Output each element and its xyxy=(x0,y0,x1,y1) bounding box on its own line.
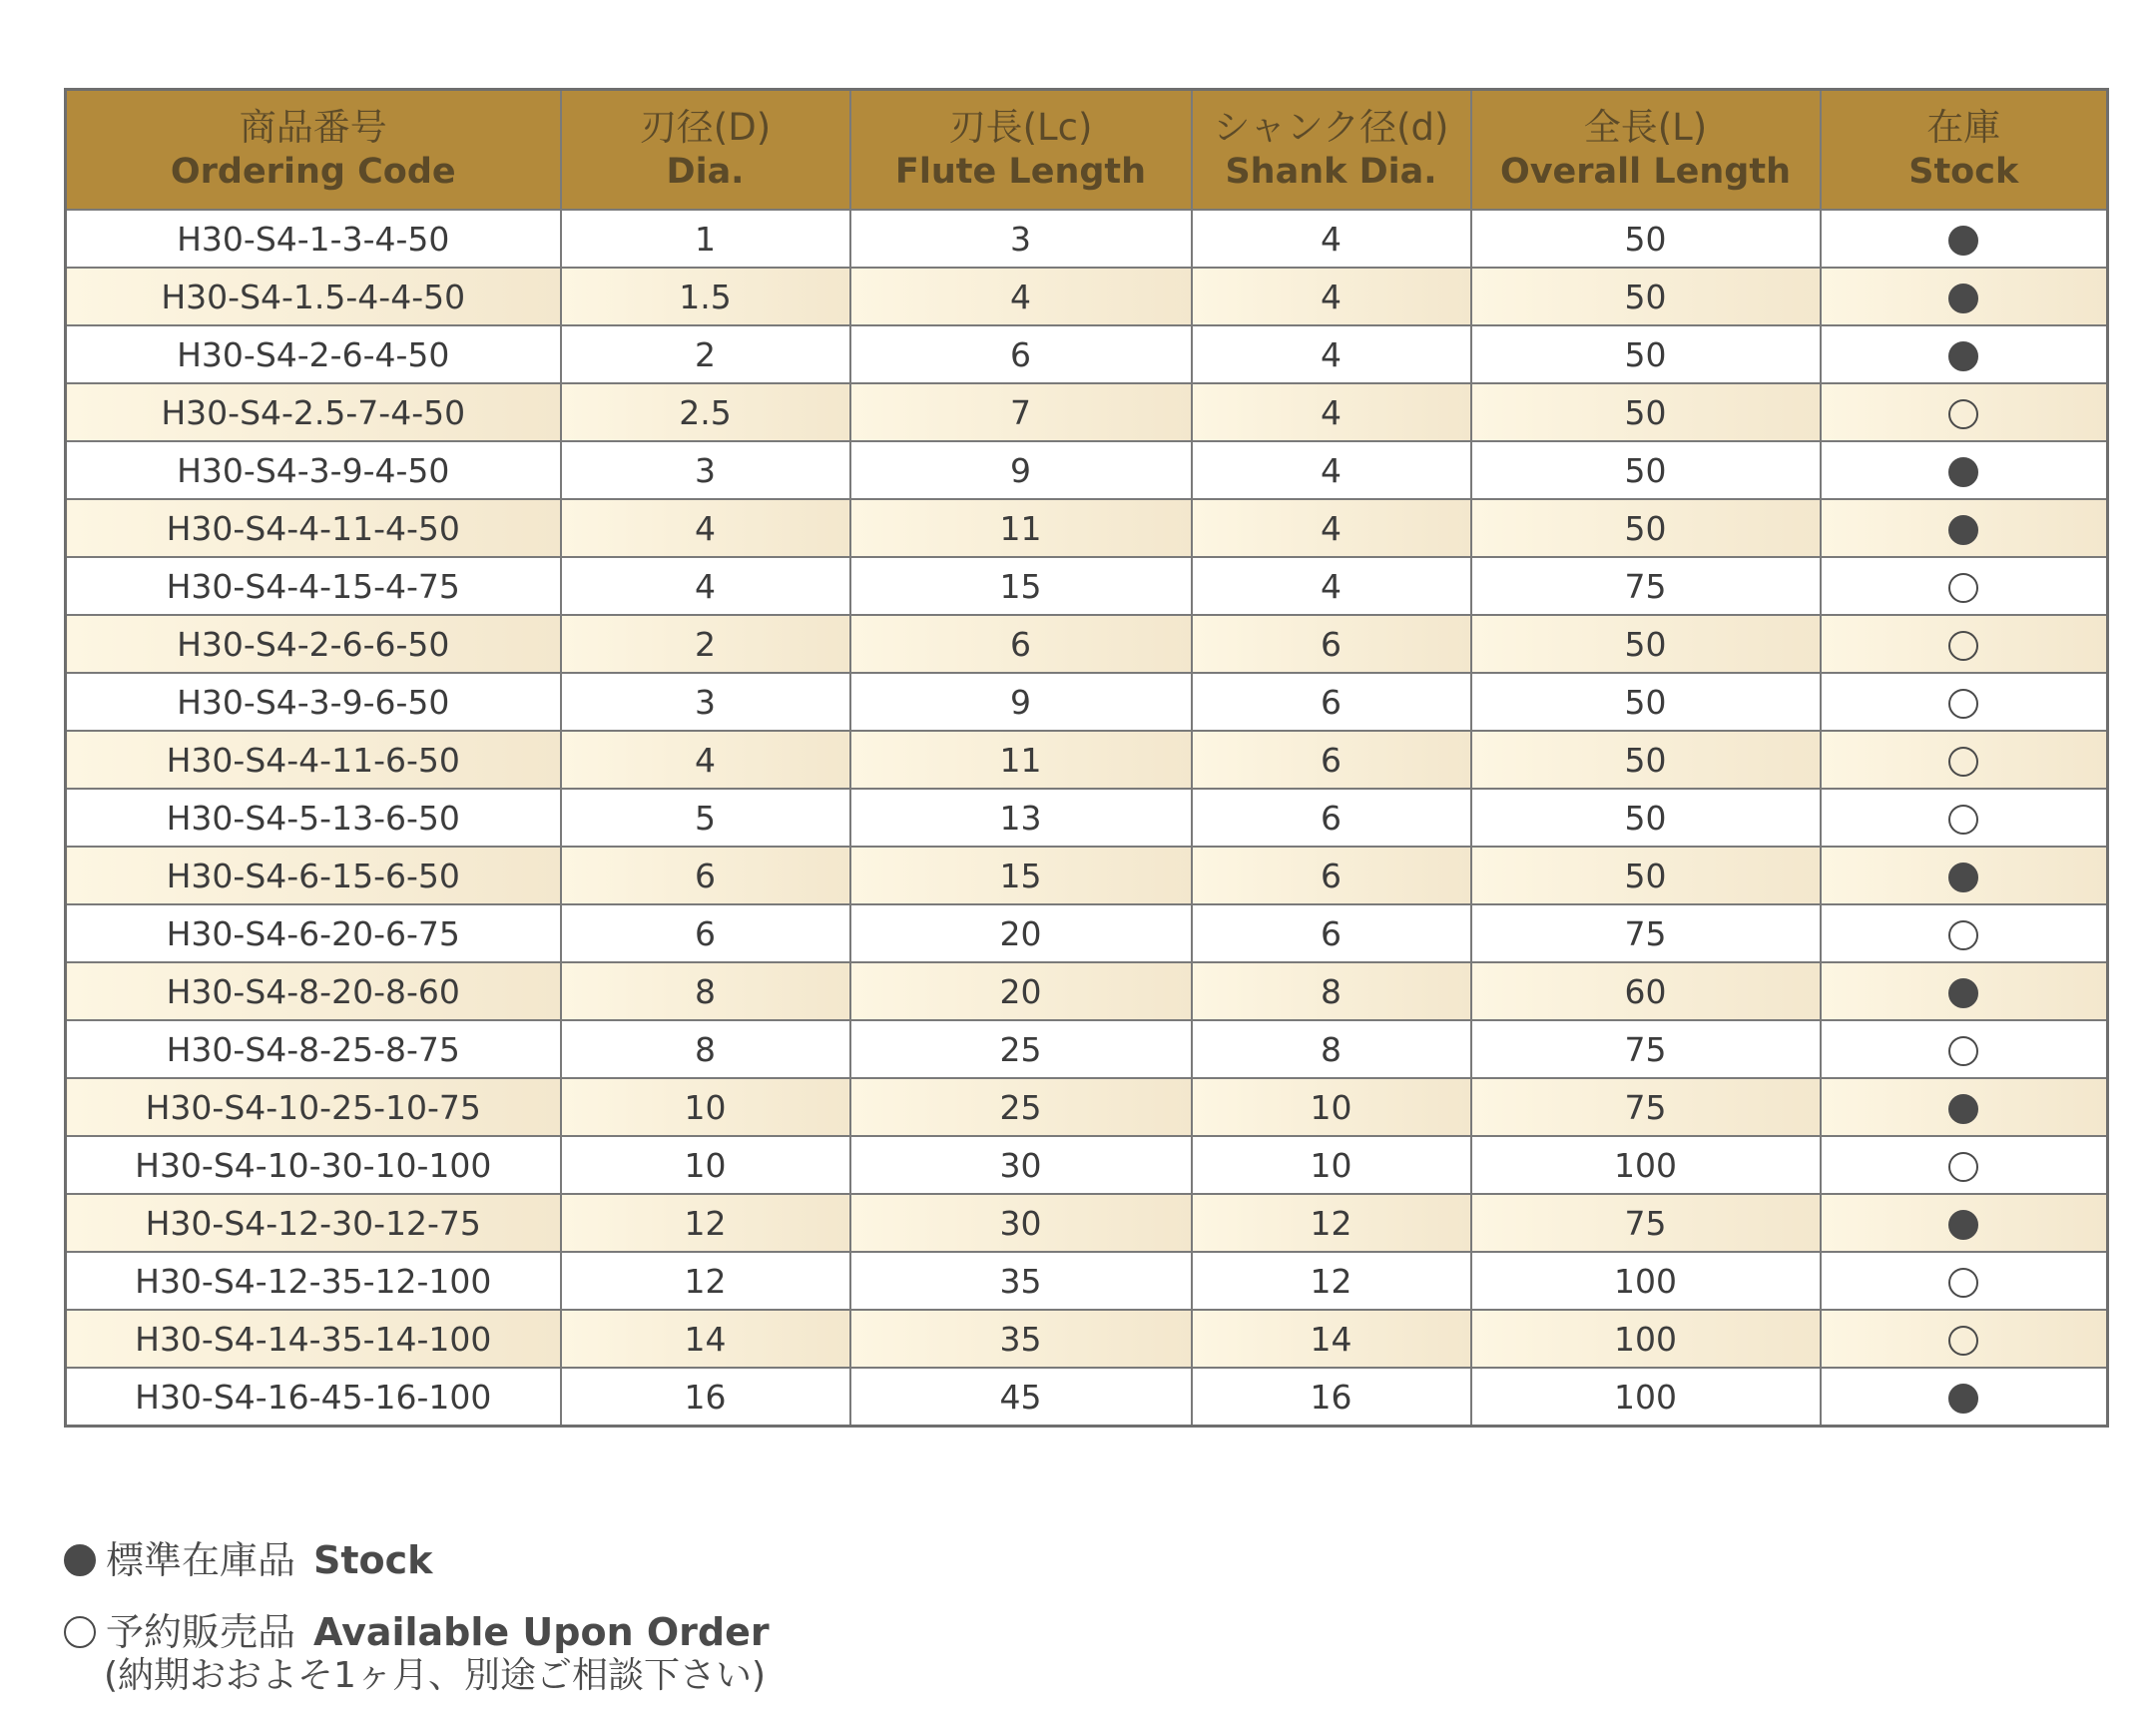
legend-stock-jp: 標準在庫品 xyxy=(106,1538,296,1582)
ordering-code-cell: H30-S4-16-45-16-100 xyxy=(66,1368,561,1427)
shank-dia-cell: 6 xyxy=(1192,615,1471,673)
column-header xyxy=(1471,90,1821,211)
shank-dia-cell: 4 xyxy=(1192,499,1471,557)
overall-length-cell: 60 xyxy=(1471,962,1821,1020)
overall-length-cell: 75 xyxy=(1471,557,1821,615)
ordering-code-cell: H30-S4-2.5-7-4-50 xyxy=(66,383,561,441)
overall-length-cell: 50 xyxy=(1471,673,1821,731)
flute-length-cell: 11 xyxy=(850,731,1192,789)
shank-dia-cell: 8 xyxy=(1192,962,1471,1020)
stock-cell xyxy=(1821,557,2108,615)
diameter-cell: 12 xyxy=(561,1252,850,1310)
table-row xyxy=(66,904,2108,962)
table-row xyxy=(66,210,2108,268)
stock-cell xyxy=(1821,962,2108,1020)
diameter-cell: 14 xyxy=(561,1310,850,1368)
overall-length-cell: 50 xyxy=(1471,383,1821,441)
table-row xyxy=(66,268,2108,325)
diameter-cell: 12 xyxy=(561,1194,850,1252)
stock-cell xyxy=(1821,1136,2108,1194)
table-row xyxy=(66,1368,2108,1427)
diameter-cell: 2 xyxy=(561,615,850,673)
hollow-circle-icon xyxy=(1948,689,1978,719)
diameter-cell: 4 xyxy=(561,731,850,789)
column-header-en: Overall Length xyxy=(1499,152,1792,192)
overall-length-cell: 50 xyxy=(1471,268,1821,325)
stock-cell xyxy=(1821,499,2108,557)
column-header-jp: 全長(L) xyxy=(1583,106,1708,149)
hollow-circle-icon xyxy=(1948,399,1978,429)
diameter-cell: 8 xyxy=(561,1020,850,1078)
shank-dia-cell: 6 xyxy=(1192,847,1471,904)
flute-length-cell: 3 xyxy=(850,210,1192,268)
stock-cell xyxy=(1821,673,2108,731)
ordering-code-cell: H30-S4-6-20-6-75 xyxy=(66,904,561,962)
shank-dia-cell: 6 xyxy=(1192,731,1471,789)
column-header xyxy=(561,90,850,211)
overall-length-cell: 50 xyxy=(1471,789,1821,847)
diameter-cell: 3 xyxy=(561,673,850,731)
overall-length-cell: 50 xyxy=(1471,210,1821,268)
stock-cell xyxy=(1821,210,2108,268)
shank-dia-cell: 4 xyxy=(1192,383,1471,441)
flute-length-cell: 20 xyxy=(850,904,1192,962)
flute-length-cell: 30 xyxy=(850,1194,1192,1252)
flute-length-cell: 45 xyxy=(850,1368,1192,1427)
hollow-circle-icon xyxy=(1948,747,1978,777)
shank-dia-cell: 16 xyxy=(1192,1368,1471,1427)
column-header-jp: 在庫 xyxy=(1926,106,2001,149)
table-row xyxy=(66,615,2108,673)
flute-length-cell: 15 xyxy=(850,847,1192,904)
table-row xyxy=(66,325,2108,383)
hollow-circle-icon xyxy=(1948,1268,1978,1298)
diameter-cell: 1.5 xyxy=(561,268,850,325)
flute-length-cell: 11 xyxy=(850,499,1192,557)
shank-dia-cell: 4 xyxy=(1192,268,1471,325)
overall-length-cell: 50 xyxy=(1471,615,1821,673)
ordering-code-cell: H30-S4-4-11-4-50 xyxy=(66,499,561,557)
hollow-circle-icon xyxy=(1948,1326,1978,1356)
ordering-code-cell: H30-S4-10-25-10-75 xyxy=(66,1078,561,1136)
overall-length-cell: 75 xyxy=(1471,1020,1821,1078)
stock-cell xyxy=(1821,1310,2108,1368)
table-row xyxy=(66,1194,2108,1252)
hollow-circle-icon xyxy=(1948,805,1978,835)
stock-cell xyxy=(1821,1368,2108,1427)
stock-cell xyxy=(1821,904,2108,962)
column-header xyxy=(1192,90,1471,211)
ordering-code-cell: H30-S4-1-3-4-50 xyxy=(66,210,561,268)
flute-length-cell: 13 xyxy=(850,789,1192,847)
diameter-cell: 6 xyxy=(561,847,850,904)
stock-cell xyxy=(1821,789,2108,847)
stock-cell xyxy=(1821,1078,2108,1136)
diameter-cell: 10 xyxy=(561,1136,850,1194)
flute-length-cell: 20 xyxy=(850,962,1192,1020)
filled-circle-icon xyxy=(1948,457,1978,487)
ordering-code-cell: H30-S4-3-9-4-50 xyxy=(66,441,561,499)
ordering-code-cell: H30-S4-6-15-6-50 xyxy=(66,847,561,904)
hollow-circle-icon xyxy=(1948,1036,1978,1066)
shank-dia-cell: 12 xyxy=(1192,1194,1471,1252)
diameter-cell: 3 xyxy=(561,441,850,499)
filled-circle-icon xyxy=(1948,226,1978,256)
filled-circle-icon xyxy=(1948,978,1978,1008)
filled-circle-icon xyxy=(1948,863,1978,892)
header-row xyxy=(66,90,2108,211)
ordering-code-cell: H30-S4-5-13-6-50 xyxy=(66,789,561,847)
column-header-jp: 刃長(Lc) xyxy=(948,106,1093,149)
diameter-cell: 4 xyxy=(561,557,850,615)
overall-length-cell: 50 xyxy=(1471,441,1821,499)
table-body xyxy=(66,210,2108,1427)
column-header-en: Ordering Code xyxy=(170,152,456,192)
ordering-code-cell: H30-S4-12-35-12-100 xyxy=(66,1252,561,1310)
table-row xyxy=(66,441,2108,499)
stock-cell xyxy=(1821,615,2108,673)
overall-length-cell: 75 xyxy=(1471,904,1821,962)
shank-dia-cell: 4 xyxy=(1192,557,1471,615)
column-header-en: Dia. xyxy=(666,152,745,192)
shank-dia-cell: 10 xyxy=(1192,1136,1471,1194)
table-row xyxy=(66,1078,2108,1136)
ordering-code-cell: H30-S4-3-9-6-50 xyxy=(66,673,561,731)
overall-length-cell: 100 xyxy=(1471,1310,1821,1368)
diameter-cell: 8 xyxy=(561,962,850,1020)
diameter-cell: 2.5 xyxy=(561,383,850,441)
flute-length-cell: 9 xyxy=(850,441,1192,499)
overall-length-cell: 75 xyxy=(1471,1078,1821,1136)
legend-stock-en: Stock xyxy=(313,1538,433,1582)
table-row xyxy=(66,499,2108,557)
diameter-cell: 1 xyxy=(561,210,850,268)
stock-cell xyxy=(1821,441,2108,499)
legend-stock xyxy=(64,1529,432,1584)
table-row xyxy=(66,1252,2108,1310)
diameter-cell: 2 xyxy=(561,325,850,383)
ordering-code-cell: H30-S4-2-6-4-50 xyxy=(66,325,561,383)
column-header-jp: シャンク径(d) xyxy=(1213,106,1449,149)
diameter-cell: 16 xyxy=(561,1368,850,1427)
overall-length-cell: 50 xyxy=(1471,325,1821,383)
ordering-code-cell: H30-S4-8-25-8-75 xyxy=(66,1020,561,1078)
filled-circle-icon xyxy=(1948,1384,1978,1414)
overall-length-cell: 50 xyxy=(1471,847,1821,904)
hollow-circle-icon xyxy=(64,1616,96,1648)
ordering-code-cell: H30-S4-4-15-4-75 xyxy=(66,557,561,615)
legend-order-jp: 予約販売品 xyxy=(106,1610,296,1654)
flute-length-cell: 35 xyxy=(850,1252,1192,1310)
flute-length-cell: 25 xyxy=(850,1020,1192,1078)
flute-length-cell: 4 xyxy=(850,268,1192,325)
table-row xyxy=(66,962,2108,1020)
shank-dia-cell: 6 xyxy=(1192,904,1471,962)
overall-length-cell: 75 xyxy=(1471,1194,1821,1252)
flute-length-cell: 7 xyxy=(850,383,1192,441)
table-header xyxy=(66,90,2108,211)
hollow-circle-icon xyxy=(1948,1152,1978,1182)
flute-length-cell: 9 xyxy=(850,673,1192,731)
ordering-code-cell: H30-S4-4-11-6-50 xyxy=(66,731,561,789)
table-row xyxy=(66,673,2108,731)
column-header-jp: 商品番号 xyxy=(239,106,387,149)
stock-cell xyxy=(1821,268,2108,325)
legend-order-en: Available Upon Order xyxy=(313,1610,770,1654)
ordering-code-cell: H30-S4-8-20-8-60 xyxy=(66,962,561,1020)
hollow-circle-icon xyxy=(1948,920,1978,950)
table-row xyxy=(66,1136,2108,1194)
shank-dia-cell: 4 xyxy=(1192,325,1471,383)
overall-length-cell: 100 xyxy=(1471,1252,1821,1310)
filled-circle-icon xyxy=(1948,1094,1978,1124)
shank-dia-cell: 4 xyxy=(1192,210,1471,268)
table-row xyxy=(66,847,2108,904)
ordering-code-cell: H30-S4-14-35-14-100 xyxy=(66,1310,561,1368)
column-header-jp: 刃径(D) xyxy=(639,106,772,149)
table-row xyxy=(66,731,2108,789)
shank-dia-cell: 8 xyxy=(1192,1020,1471,1078)
hollow-circle-icon xyxy=(1948,631,1978,661)
column-header xyxy=(1821,90,2108,211)
shank-dia-cell: 10 xyxy=(1192,1078,1471,1136)
filled-circle-icon xyxy=(1948,515,1978,545)
product-spec-table xyxy=(64,88,2109,1428)
table-row xyxy=(66,789,2108,847)
ordering-code-cell: H30-S4-2-6-6-50 xyxy=(66,615,561,673)
ordering-code-cell: H30-S4-10-30-10-100 xyxy=(66,1136,561,1194)
table-row xyxy=(66,1310,2108,1368)
column-header xyxy=(66,90,561,211)
ordering-code-cell: H30-S4-12-30-12-75 xyxy=(66,1194,561,1252)
legend-order-note: (納期おおよそ1ヶ月、別途ご相談下さい) xyxy=(104,1655,766,1696)
stock-cell xyxy=(1821,383,2108,441)
diameter-cell: 6 xyxy=(561,904,850,962)
stock-cell xyxy=(1821,731,2108,789)
overall-length-cell: 50 xyxy=(1471,499,1821,557)
overall-length-cell: 50 xyxy=(1471,731,1821,789)
flute-length-cell: 35 xyxy=(850,1310,1192,1368)
filled-circle-icon xyxy=(64,1544,96,1576)
stock-cell xyxy=(1821,1020,2108,1078)
flute-length-cell: 30 xyxy=(850,1136,1192,1194)
column-header-en: Flute Length xyxy=(894,152,1147,192)
column-header-en: Shank Dia. xyxy=(1225,152,1437,192)
column-header xyxy=(850,90,1192,211)
shank-dia-cell: 6 xyxy=(1192,673,1471,731)
ordering-code-cell: H30-S4-1.5-4-4-50 xyxy=(66,268,561,325)
table-row xyxy=(66,557,2108,615)
shank-dia-cell: 4 xyxy=(1192,441,1471,499)
stock-cell xyxy=(1821,847,2108,904)
filled-circle-icon xyxy=(1948,284,1978,313)
shank-dia-cell: 12 xyxy=(1192,1252,1471,1310)
hollow-circle-icon xyxy=(1948,573,1978,603)
filled-circle-icon xyxy=(1948,1210,1978,1240)
stock-cell xyxy=(1821,1252,2108,1310)
flute-length-cell: 6 xyxy=(850,325,1192,383)
diameter-cell: 4 xyxy=(561,499,850,557)
column-header-en: Stock xyxy=(1908,152,2019,192)
overall-length-cell: 100 xyxy=(1471,1368,1821,1427)
table-row xyxy=(66,383,2108,441)
shank-dia-cell: 6 xyxy=(1192,789,1471,847)
stock-cell xyxy=(1821,1194,2108,1252)
shank-dia-cell: 14 xyxy=(1192,1310,1471,1368)
overall-length-cell: 100 xyxy=(1471,1136,1821,1194)
diameter-cell: 5 xyxy=(561,789,850,847)
flute-length-cell: 6 xyxy=(850,615,1192,673)
stock-cell xyxy=(1821,325,2108,383)
flute-length-cell: 15 xyxy=(850,557,1192,615)
diameter-cell: 10 xyxy=(561,1078,850,1136)
table-row xyxy=(66,1020,2108,1078)
filled-circle-icon xyxy=(1948,341,1978,371)
flute-length-cell: 25 xyxy=(850,1078,1192,1136)
